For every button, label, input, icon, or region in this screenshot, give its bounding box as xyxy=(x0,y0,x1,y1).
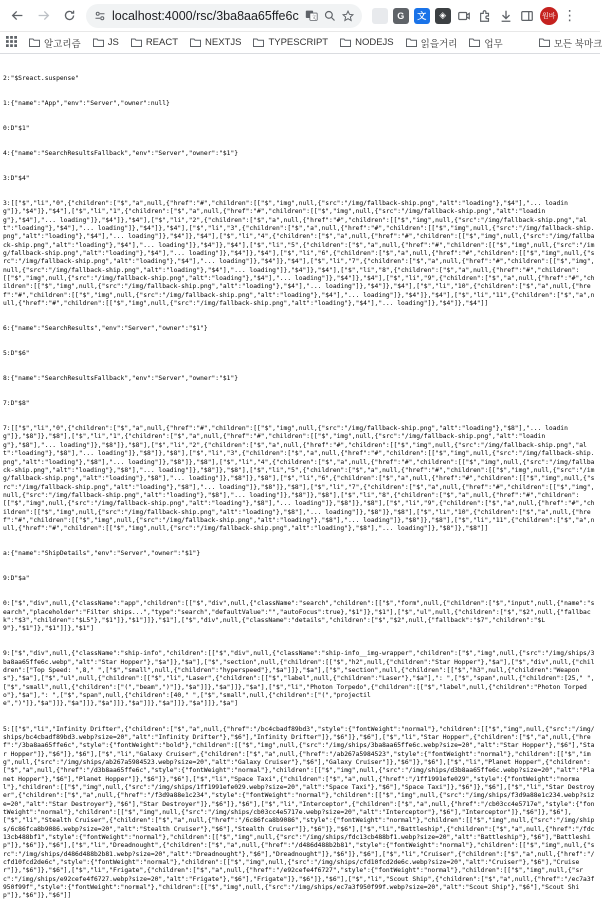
payload-line: 3:D"$4" xyxy=(3,174,30,182)
bookmark-label: 읽을거리 xyxy=(420,38,458,50)
arrow-left-icon xyxy=(11,9,24,22)
bookmark-folder-work[interactable] xyxy=(469,36,502,50)
payload-line: 7:[["$","li","0",{"children":["$","a",null,{"href":"#","children":[["$","img",null,{"src":"/img/fallback-ship.png","alt":"loading"},"$8"],"... loading"]},"$8"]},"$8"],["$","li","1",{"children":["$","a",null,{"href":"#","children":[["$","img",null,{"src":"/img/fallback-ship.png","alt":"loading"},"$8"],"... loading"]},"$8"]},"$8"],["$","li","2",{"children":["$","a",null,{"href":"#","children":[["$","img",null,{"src":"/img/fallback-ship.png","alt":"loading"},"$8"],"... loading"]},"$8"]},"$8"],["$","li","3",{"children":["$","a",null,{"href":"#","children":[["$","img",null,{"src":"/img/fallback-ship.png","alt":"loading"},"$8"],"... loading"]},"$8"]},"$8"],["$","li","4",{"children":["$","a",null,{"href":"#","children":[["$","img",null,{"src":"/img/fallback-ship.png","alt":"loading"},"$8"],"... loading"]},"$8"]},"$8"],["$","li","5",{"children":["$","a",null,{"href":"#","children":[["$","img",null,{"src":"/img/fallback-ship.png","alt":"loading"},"$8"],"... loading"]},"$8"]},"$8"],["$","li","6",{"children":["$","a",null,{"href":"#","children":[["$","img",null,{"src":"/img/fallback-ship.png","alt":"loading"},"$8"],"... loading"]},"$8"]},"$8"],["$","li","7",{"children":["$","a",null,{"href":"#","children":[["$","img",null,{"src":"/img/fallback-ship.png","alt":"loading"},"$8"],"... loading"]},"$8"]},"$8"],["$","li","8",{"children":["$","a",null,{"href":"#","children":[["$","img",null,{"src":"/img/fallback-ship.png","alt":"loading"},"$8"],"... loading"]},"$8"]},"$8"],["$","li","9",{"children":["$","a",null,{"href":"#","children":[["$","img",null,{"src":"/img/fallback-ship.png","alt":"loading"},"$8"],"... loading"]},"$8"]},"$8"],["$","li","10",{"children":["$","a",null,{"href":"#","children":[["$","img",null,{"src":"/img/fallback-ship.png","alt":"loading"},"$8"],"... loading"]},"$8"]},"$8"],["$","li","11",{"children":["$","a",null,{"href":"#","children":[["$","img",null,{"src":"/img/fallback-ship.png","alt":"loading"},"$8"],"... loading"]},"$8"]},"$8"]] xyxy=(3,425,595,533)
ext-g-icon[interactable]: G xyxy=(393,8,409,24)
site-info-icon[interactable] xyxy=(94,10,106,22)
bookmark-label: REACT xyxy=(145,37,179,48)
arrow-right-icon xyxy=(37,9,50,22)
zoom-icon[interactable] xyxy=(324,10,336,22)
folder-icon xyxy=(253,38,264,47)
folder-icon xyxy=(539,38,550,47)
extensions-puzzle-icon[interactable] xyxy=(477,8,493,24)
payload-line: 5:[["$","li","Infinity Drifter",{"children":["$","a",null,{"href":"/bc4cbadf89bd3","style":{"fontWeight":"normal"},"children":[["$","img",null,{"src":"/img/ships/bc4cbadf89bd3.webp?size=20","alt":"Infinity Drifter"},"$6"],"Infinity Drifter"]},"$6"]},"$6"],["$","li","Star Hopper",{"children":["$","a",null,{"href":"/3ba8aa65ffe6c","style":{"fontWeight":"bold"},"children":[["$","img",null,{"src":"/img/ships/3ba8aa65ffe6c.webp?size=20","alt":"Star Hopper"},"$6"],"Star Hopper"]},"$6"]},"$6"],["$","li","Galaxy Cruiser",{"children":["$","a",null,{"href":"/ab267a5984523","style":{"fontWeight":"normal"},"children":[["$","img",null,{"src":"/img/ships/ab267a5984523.webp?size=20","alt":"Galaxy Cruiser"},"$6"],"Galaxy Cruiser"]},"$6"]},"$6"],["$","li","Planet Hopper",{"children":["$","a",null,{"href":"/d3b8aa65ffe6c","style":{"fontWeight":"normal"},"children":[["$","img",null,{"src":"/img/ships/d3b8aa65ffe6c.webp?size=20","alt":"Planet Hopper"},"$6"],"Planet Hopper"]},"$6"]},"$6"],["$","li","Space Taxi",{"children":["$","a",null,{"href":"/1ff1991efe029","style":{"fontWeight":"normal"},"children":[["$","img",null,{"src":"/img/ships/1ff1991efe029.webp?size=20","alt":"Space Taxi"},"$6"],"Space Taxi"]},"$6"]},"$6"],["$","li","Star Destroyer",{"children":["$","a",null,{"href":"/f3d9a88e1c234","style":{"fontWeight":"normal"},"children":[["$","img",null,{"src":"/img/ships/f3d9a88e1c234.webp?size=20","alt":"Star Destroyer"},"$6"],"Star Destroyer"]},"$6"]},"$6"],["$","li","Interceptor",{"children":["$","a",null,{"href":"/cb03cc4e5717e","style":{"fontWeight":"normal"},"children":[["$","img",null,{"src":"/img/ships/cb03cc4e5717e.webp?size=20","alt":"Interceptor"},"$6"],"Interceptor"]},"$6"]},"$6"],["$","li","Stealth Cruiser",{"children":["$","a",null,{"href":"/6c86fca8b9086","style":{"fontWeight":"normal"},"children":[["$","img",null,{"src":"/img/ships/6c86fca8b9086.webp?size=20","alt":"Stealth Cruiser"},"$6"],"Stealth Cruiser"]},"$6"]},"$6"],["$","li","Battleship",{"children":["$","a",null,{"href":"/fdc13cb488bf1","style":{"fontWeight":"normal"},"children":[["$","img",null,{"src":"/img/ships/fdc13cb488bf1.webp?size=20","alt":"Battleship"},"$6"],"Battleship"]},"$6"]},"$6"],["$","li","Dreadnought",{"children":["$","a",null,{"href":"/d486d488b2b81","style":{"fontWeight":"normal"},"children":[["$","img",null,{"src":"/img/ships/d486d488b2b81.webp?size=20","alt":"Dreadnought"},"$6"],"Dreadnought"]},"$6"]},"$6"],["$","li","Cruiser",{"children":["$","a",null,{"href":"/cfd10fcd2de6c","style":{"fontWeight":"normal"},"children":[["$","img",null,{"src":"/img/ships/cfd10fcd2de6c.webp?size=20","alt":"Cruiser"},"$6"],"Cruiser"]},"$6"]},"$6"],["$","li","Frigate",{"children":["$","a",null,{"href":"/e92cefe4f6727","style":{"fontWeight":"normal"},"children":[["$","img",null,{"src":"/img/ships/e92cefe4f6727.webp?size=20","alt":"Frigate"},"$6"],"Frigate"]},"$6"]},"$6"],["$","li","Scout Ship",{"children":["$","a",null,{"href":"/ec7a3f950f99f","style":{"fontWeight":"normal"},"children":[["$","img",null,{"src":"/img/ships/ec7a3f950f99f.webp?size=20","alt":"Scout Ship"},"$6"],"Scout Ship"]},"$6"]},"$6"]] xyxy=(3,725,595,900)
ext-blue-icon[interactable]: 文 xyxy=(414,8,430,24)
extensions-row xyxy=(372,7,575,25)
folder-icon xyxy=(406,38,417,47)
bookmarks-bar xyxy=(0,32,600,54)
payload-line: 0:["$","div",null,{"className":"app","children":[["$","div",null,{"className":"search","children":[["$","form",null,{"children":["$","input",null,{"name":"search","placeholder":"Filter ships...","type":"search","defaultValue":"","autoFocus":true},"$1"]},"$1"],["$","ul",null,{"children":["$","$2",null,{"fallback":"$3","children":"$L5"},"$1"]},"$1"]]},"$1"],["$","div",null,{"className":"details","children":["$","$2",null,{"fallback":"$7","children":"$L9"},"$1"]},"$1"]]},"$1"] xyxy=(3,600,595,633)
rsc-payload-text xyxy=(0,54,600,900)
bookmark-folder-js[interactable] xyxy=(93,37,119,48)
ext-dark-icon[interactable]: ◈ xyxy=(435,8,451,24)
folder-icon xyxy=(340,38,351,47)
apps-grid-icon[interactable] xyxy=(6,36,17,50)
all-bookmarks-label: 모든 북마크 xyxy=(553,38,602,50)
bookmark-folder-typescript[interactable] xyxy=(253,37,328,48)
bookmark-label: JS xyxy=(107,37,119,48)
payload-line: 3:[["$","li","0",{"children":["$","a",null,{"href":"#","children":[["$","img",null,{"src":"/img/fallback-ship.png","alt":"loading"},"$4"],"... loading"]},"$4"]},"$4"],["$","li","1",{"children":["$","a",null,{"href":"#","children":[["$","img",null,{"src":"/img/fallback-ship.png","alt":"loading"},"$4"],"... loading"]},"$4"]},"$4"],["$","li","2",{"children":["$","a",null,{"href":"#","children":[["$","img",null,{"src":"/img/fallback-ship.png","alt":"loading"},"$4"],"... loading"]},"$4"]},"$4"],["$","li","3",{"children":["$","a",null,{"href":"#","children":[["$","img",null,{"src":"/img/fallback-ship.png","alt":"loading"},"$4"],"... loading"]},"$4"]},"$4"],["$","li","4",{"children":["$","a",null,{"href":"#","children":[["$","img",null,{"src":"/img/fallback-ship.png","alt":"loading"},"$4"],"... loading"]},"$4"]},"$4"],["$","li","5",{"children":["$","a",null,{"href":"#","children":[["$","img",null,{"src":"/img/fallback-ship.png","alt":"loading"},"$4"],"... loading"]},"$4"]},"$4"],["$","li","6",{"children":["$","a",null,{"href":"#","children":[["$","img",null,{"src":"/img/fallback-ship.png","alt":"loading"},"$4"],"... loading"]},"$4"]},"$4"],["$","li","7",{"children":["$","a",null,{"href":"#","children":[["$","img",null,{"src":"/img/fallback-ship.png","alt":"loading"},"$4"],"... loading"]},"$4"]},"$4"],["$","li","8",{"children":["$","a",null,{"href":"#","children":[["$","img",null,{"src":"/img/fallback-ship.png","alt":"loading"},"$4"],"... loading"]},"$4"]},"$4"],["$","li","9",{"children":["$","a",null,{"href":"#","children":[["$","img",null,{"src":"/img/fallback-ship.png","alt":"loading"},"$4"],"... loading"]},"$4"]},"$4"],["$","li","10",{"children":["$","a",null,{"href":"#","children":[["$","img",null,{"src":"/img/fallback-ship.png","alt":"loading"},"$4"],"... loading"]},"$4"]},"$4"],["$","li","11",{"children":["$","a",null,{"href":"#","children":[["$","img",null,{"src":"/img/fallback-ship.png","alt":"loading"},"$4"],"... loading"]},"$4"]},"$4"]] xyxy=(3,199,595,307)
bookmark-label: NEXTJS xyxy=(205,37,242,48)
payload-line: 9:["$","div",null,{"className":"ship-info","children":[["$","div",null,{"className":"ship-info__img-wrapper","children":["$","img",null,{"src":"/img/ships/3ba8aa65ffe6c.webp","alt":"Star Hopper"},"$a"]},"$a"],["$","section",null,{"children":[["$","h2",null,{"children":"Star Hopper"},"$a"],["$","div",null,{"children":["Top Speed: ",8," ",["$","small",null,{"children":"hyperspeed"},"$a"]]},"$a"],["$","section",null,{"children":[["$","h3",null,{"children":"Weapons"},"$a"],["$","ul",null,{"children":[["$","li","Laser",{"children":[["$","label",null,{"children":"Laser"},"$a"],": ",["$","span",null,{"children":[25," ",["$","small",null,{"children":["(","beam",")"]},"$a"]]},"$a"]]},"$a"],["$","li","Photon Torpedo",{"children":[["$","label",null,{"children":"Photon Torpedo"},"$a"],": ",["$","span",null,{"children":[40," ",["$","small",null,{"children":["(","projectile",")"]},"$a"]]},"$a"]]},"$a"]]},"$a"]]},"$a"]]},"$a"]]},"$a"] xyxy=(3,650,595,708)
sidepanel-icon[interactable] xyxy=(519,8,535,24)
download-icon[interactable] xyxy=(498,8,514,24)
ext-gray-icon[interactable] xyxy=(372,8,388,24)
bookmark-folder-nextjs[interactable] xyxy=(190,37,241,48)
folder-icon xyxy=(29,38,40,47)
payload-line: 1:{"name":"App","env":"Server","owner":null} xyxy=(3,99,170,107)
folder-icon xyxy=(190,38,201,47)
address-bar-url[interactable]: localhost:4000/rsc/3ba8aa65ffe6c xyxy=(112,8,299,23)
ext-record-icon[interactable] xyxy=(456,8,472,24)
bookmark-label: 알고리즘 xyxy=(44,38,81,50)
profile-avatar[interactable]: 원바 xyxy=(540,7,558,25)
forward-button[interactable] xyxy=(32,5,54,27)
payload-line: 0:D"$1" xyxy=(3,124,30,132)
bookmark-star-icon[interactable] xyxy=(342,10,354,22)
bookmark-label: 업무 xyxy=(484,38,503,50)
folder-icon xyxy=(131,38,142,47)
folder-icon xyxy=(469,38,480,47)
payload-line: 9:D"$a" xyxy=(3,575,30,583)
address-bar[interactable] xyxy=(86,4,362,28)
bookmark-label: TYPESCRIPT xyxy=(268,37,329,48)
translate-icon[interactable] xyxy=(305,9,318,22)
folder-icon xyxy=(93,38,104,47)
payload-line: a:{"name":"ShipDetails","env":"Server","owner":"$1"} xyxy=(3,550,201,558)
bookmark-folder-algorithm[interactable] xyxy=(29,36,81,50)
more-menu-icon[interactable]: ⋮ xyxy=(562,7,577,23)
payload-line: 2:"$Sreact.suspense" xyxy=(3,74,79,82)
svg-text:文: 文 xyxy=(311,15,317,22)
bookmark-label: NODEJS xyxy=(355,37,394,48)
payload-line: 5:D"$6" xyxy=(3,350,30,358)
payload-line: 6:{"name":"SearchResults","env":"Server","owner":"$1"} xyxy=(3,325,208,332)
bookmark-folder-nodejs[interactable] xyxy=(340,37,394,48)
payload-line: 7:D"$8" xyxy=(3,400,30,408)
all-bookmarks-button[interactable] xyxy=(539,36,602,50)
back-button[interactable] xyxy=(6,5,28,27)
reload-icon xyxy=(63,9,76,22)
payload-line: 8:{"name":"SearchResultsFallback","env":"Server","owner":"$1"} xyxy=(3,375,239,383)
bookmark-folder-reading[interactable] xyxy=(406,36,458,50)
reload-button[interactable] xyxy=(58,5,80,27)
bookmark-folder-react[interactable] xyxy=(131,37,178,48)
payload-line: 4:{"name":"SearchResultsFallback","env":"Server","owner":"$1"} xyxy=(3,149,239,157)
browser-toolbar xyxy=(0,0,600,32)
